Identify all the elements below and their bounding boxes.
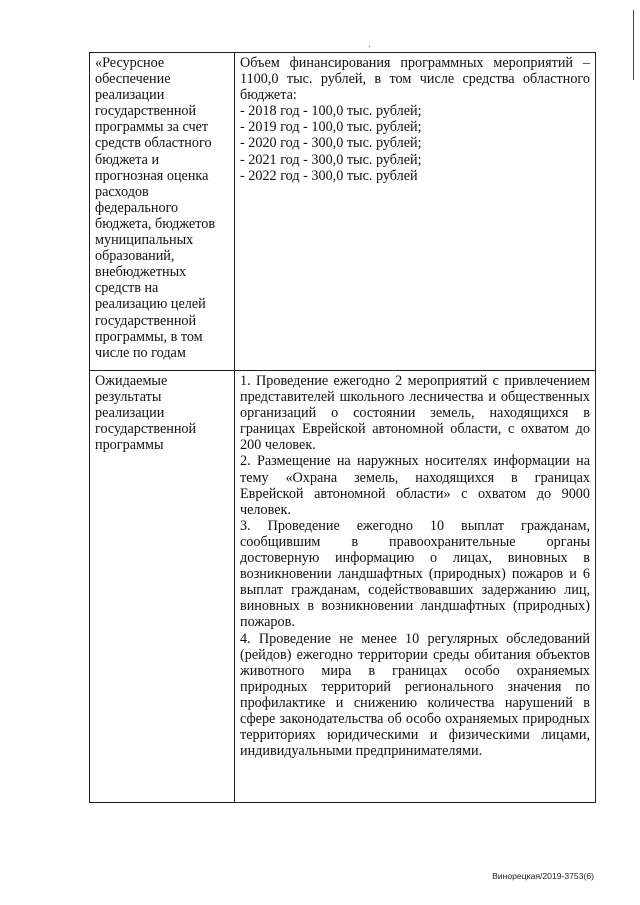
resources-intro: Объем финансирования программных мероприятий – 1100,0 тыс. рублей, в том числе средства областного бюджета:: [240, 55, 590, 104]
result-item-4: 4. Проведение не менее 10 регулярных обследований (рейдов) ежегодно территории среды обитания объектов животного мира в границах особо охраняемых природных территорий регионального значения по профилактике и снижению количества нарушений в сфере законодательства об особо охраняемых природных территориях юридическими и физическими лицами, индивидуальными предпринимателями.: [240, 630, 590, 760]
resources-value-cell: [235, 53, 596, 371]
resources-label: «Ресурсное обеспечение реализации государственной программы за счет средств областного бюджета и прогнозная оценка расходов федерального бюджета, бюджетов муниципальных образований, внебюджетных средств на реализацию целей государственной программы, в том числе по годам: [95, 55, 216, 361]
year-line-2018: - 2018 год - 100,0 тыс. рублей;: [240, 103, 422, 120]
result-item-1: 1. Проведение ежегодно 2 мероприятий с привлечением представителей школьного лесничества и общественных организаций о состоянии земель, находящихся в границах Еврейской автономной области, с охватом до 200 человек.: [240, 373, 590, 454]
scan-artifact-dot: [369, 46, 370, 47]
program-passport-table: [89, 52, 596, 803]
result-item-3: 3. Проведение ежегодно 10 выплат гражданам, сообщившим в правоохранительные органы достоверную информацию о лицах, виновных в возникновении ландшафтных (природных) пожаров и 6 выплат гражданам, содействовавших задержанию лиц, виновных в возникновении ландшафтных (природных) пожаров.: [240, 517, 590, 631]
year-line-2021: - 2021 год - 300,0 тыс. рублей;: [240, 151, 422, 168]
year-line-2020: - 2020 год - 300,0 тыс. рублей;: [240, 135, 422, 152]
results-value-cell: [235, 371, 596, 803]
table-row-resources: [90, 53, 596, 371]
result-item-2: 2. Размещение на наружных носителях информации на тему «Охрана земель, находящихся в границах Еврейской автономной области» с охватом до 9000 человек.: [240, 453, 590, 518]
results-label: Ожидаемые результаты реализации государственной программы: [95, 373, 197, 454]
table-row-results: [90, 371, 596, 803]
resources-label-cell: [90, 53, 235, 371]
results-label-cell: [90, 371, 235, 803]
document-footer-code: Винорецкая/2019-3753(6): [492, 871, 594, 881]
scan-edge-line: [633, 10, 634, 80]
year-line-2022: - 2022 год - 300,0 тыс. рублей: [240, 167, 418, 184]
year-line-2019: - 2019 год - 100,0 тыс. рублей;: [240, 119, 422, 136]
